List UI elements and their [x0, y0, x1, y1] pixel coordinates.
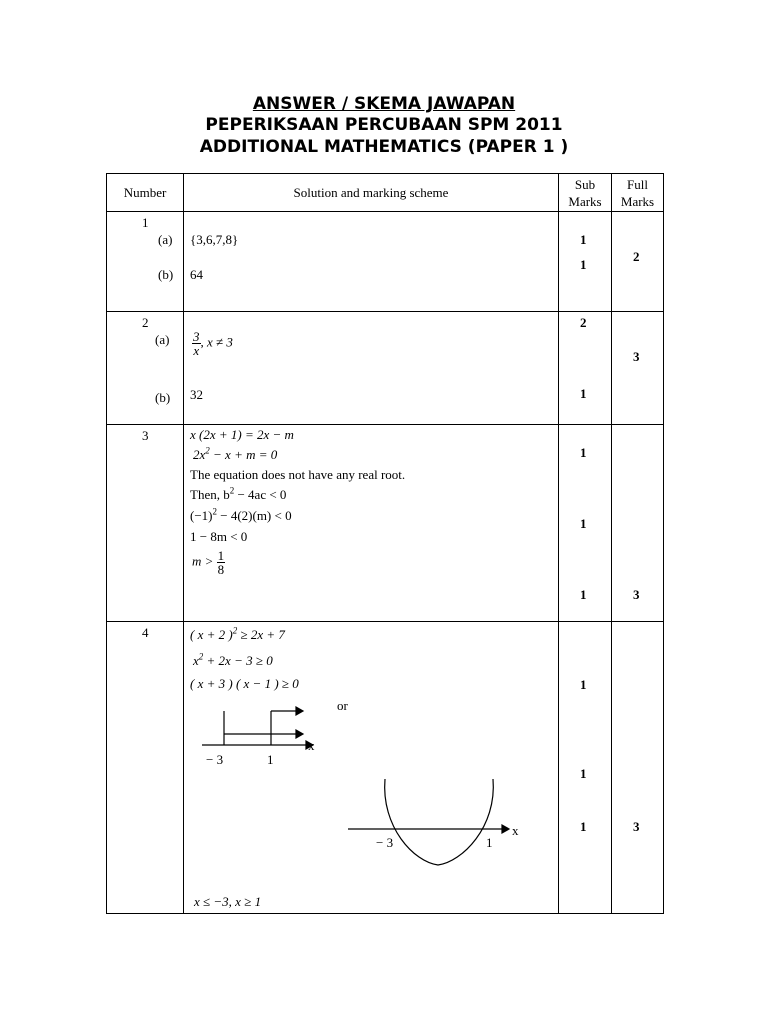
- q3-full-cell: [612, 425, 664, 622]
- q2-condition: , x ≠ 3: [200, 334, 233, 350]
- q4-sub-2: 1: [580, 766, 587, 781]
- q3-frac-num: 1: [217, 548, 225, 563]
- q1-full-cell: [612, 212, 664, 312]
- header-full-marks: Full Marks: [612, 174, 664, 212]
- q3-full: 3: [633, 587, 640, 602]
- title-subject: ADDITIONAL MATHEMATICS (PAPER 1 ): [199, 137, 569, 157]
- q1-sub-cell: [559, 212, 612, 312]
- graph-x-label: x: [512, 823, 519, 838]
- q1-part-a: (a): [158, 232, 173, 247]
- header-sub-marks: Sub Marks: [559, 174, 612, 212]
- q2-number-cell: [107, 312, 184, 425]
- graph-minus3: − 3: [376, 835, 394, 850]
- q2-number: 2: [142, 315, 149, 330]
- q4-or: or: [337, 698, 348, 713]
- question-row-2: [107, 312, 664, 425]
- q2-frac-den: x: [193, 343, 200, 358]
- number-line-1: 1: [267, 752, 274, 767]
- title-exam: PEPERIKSAAN PERCUBAAN SPM 2011: [205, 115, 563, 135]
- q2-answer-b: 32: [190, 387, 203, 402]
- question-row-4: [107, 622, 664, 914]
- q3-line-4: Then, $b^2 - 4ac < 0$: [190, 485, 287, 502]
- q2-full: 3: [633, 349, 640, 364]
- q1-answer-b: 64: [190, 267, 203, 282]
- q3-sub-1: 1: [580, 445, 587, 460]
- q1-number: 1: [142, 215, 149, 230]
- q3-line-5: $(-1)^2 - 4(2)(m) < 0$: [190, 506, 292, 523]
- q3-number: 3: [142, 428, 149, 443]
- q3-line-6: 1 − 8m < 0: [190, 529, 248, 544]
- q3-solution-cell: [184, 425, 559, 622]
- q2-full-cell: [612, 312, 664, 425]
- q3-line-2: $2x^2 - x + m = 0$: [193, 445, 278, 462]
- marking-scheme-table: [106, 173, 664, 914]
- header-solution: Solution and marking scheme: [184, 174, 559, 212]
- q2-sub-a: 2: [580, 315, 587, 330]
- q4-line-1: ( x + 2 )$^2$ ≥ 2x + 7: [190, 625, 285, 642]
- q4-sub-3: 1: [580, 819, 587, 834]
- q1-sub-b: 1: [580, 257, 587, 272]
- number-line-x-label: x: [308, 738, 315, 753]
- q3-line-1: x (2x + 1) = 2x − m: [190, 427, 294, 442]
- q1-sub-a: 1: [580, 232, 587, 247]
- q1-solution-cell: [184, 212, 559, 312]
- q3-sub-cell: [559, 425, 612, 622]
- q3-sub-3: 1: [580, 587, 587, 602]
- q1-answer-a: {3,6,7,8}: [190, 232, 239, 247]
- q4-solution-cell: [184, 622, 559, 914]
- q3-number-cell: [107, 425, 184, 622]
- title-answer: ANSWER / SKEMA JAWAPAN: [252, 94, 516, 114]
- q2-solution-cell: [184, 312, 559, 425]
- q4-sub-cell: [559, 622, 612, 914]
- q4-sub-1: 1: [580, 677, 587, 692]
- number-line-minus3: − 3: [206, 752, 224, 767]
- q2-answer-a: [192, 330, 233, 357]
- q2-sub-b: 1: [580, 386, 587, 401]
- question-row-3: [107, 425, 664, 622]
- q1-part-b: (b): [158, 267, 174, 282]
- q2-frac-num: 3: [193, 329, 200, 344]
- q4-full: 3: [633, 819, 640, 834]
- q4-full-cell: [612, 622, 664, 914]
- parabola-graph: [184, 622, 558, 914]
- header-number: Number: [107, 174, 184, 212]
- header-row: [107, 174, 664, 212]
- q4-number-cell: [107, 622, 184, 914]
- q1-number-cell: [107, 212, 184, 312]
- q4-final-answer: x ≤ −3, x ≥ 1: [194, 894, 262, 909]
- q1-full: 2: [633, 249, 640, 264]
- q3-line-7: m > $\frac{1}{8}$: [192, 548, 225, 577]
- q4-line-3: ( x + 3 ) ( x − 1 ) ≥ 0: [190, 676, 299, 691]
- q3-sub-2: 1: [580, 516, 587, 531]
- q4-line-2: $x^2 + 2x - 3 \ge 0$: [193, 651, 273, 668]
- q2-part-a: (a): [155, 332, 170, 347]
- q2-sub-cell: [559, 312, 612, 425]
- graph-1: 1: [486, 835, 493, 850]
- q2-part-b: (b): [155, 390, 171, 405]
- q3-line-3: The equation does not have any real root.: [190, 467, 406, 482]
- q3-frac-den: 8: [217, 562, 225, 577]
- question-row-1: [107, 212, 664, 312]
- q4-number: 4: [142, 625, 149, 640]
